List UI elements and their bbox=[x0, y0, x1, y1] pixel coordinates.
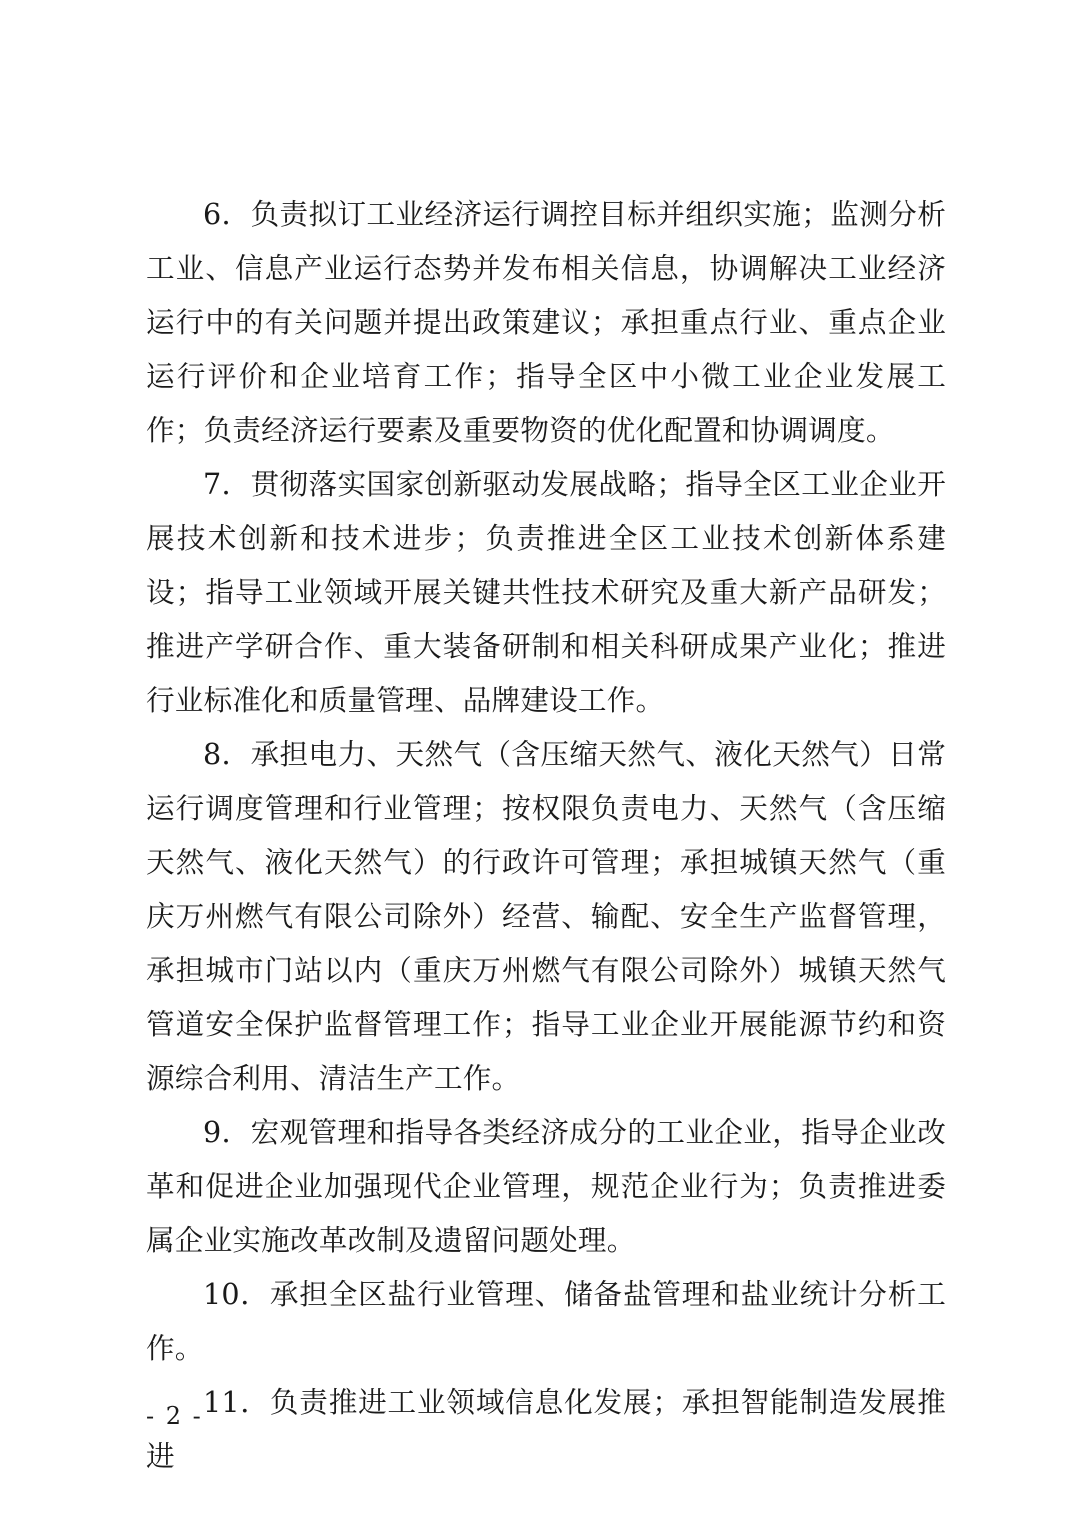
paragraph-item-9: 9．宏观管理和指导各类经济成分的工业企业，指导企业改革和促进企业加强现代企业管理，规范企业行为；负责推进委属企业实施改革改制及遗留问题处理。 bbox=[146, 1115, 946, 1257]
paragraph-item-6: 6．负责拟订工业经济运行调控目标并组织实施；监测分析工业、信息产业运行态势并发布相关信息，协调解决工业经济运行中的有关问题并提出政策建议；承担重点行业、重点企业运行评价和企业培育工作；指导全区中小微工业企业发展工作；负责经济运行要素及重要物资的优化配置和协调调度。 bbox=[146, 197, 946, 447]
page-number: - 2 - bbox=[146, 1402, 203, 1430]
paragraph-item-11: 11．负责推进工业领域信息化发展；承担智能制造发展推进 bbox=[146, 1385, 946, 1473]
paragraph-item-7: 7．贯彻落实国家创新驱动发展战略；指导全区工业企业开展技术创新和技术进步；负责推进全区工业技术创新体系建设；指导工业领域开展关键共性技术研究及重大新产品研发；推进产学研合作、重大装备研制和相关科研成果产业化；推进行业标准化和质量管理、品牌建设工作。 bbox=[146, 467, 946, 717]
paragraph-item-10: 10．承担全区盐行业管理、储备盐管理和盐业统计分析工作。 bbox=[146, 1277, 946, 1365]
document-body bbox=[146, 187, 946, 1483]
paragraph-item-8: 8．承担电力、天然气（含压缩天然气、液化天然气）日常运行调度管理和行业管理；按权限负责电力、天然气（含压缩天然气、液化天然气）的行政许可管理；承担城镇天然气（重庆万州燃气有限公司除外）经营、输配、安全生产监督管理，承担城市门站以内（重庆万州燃气有限公司除外）城镇天然气管道安全保护监督管理工作；指导工业企业开展能源节约和资源综合利用、清洁生产工作。 bbox=[146, 737, 946, 1095]
